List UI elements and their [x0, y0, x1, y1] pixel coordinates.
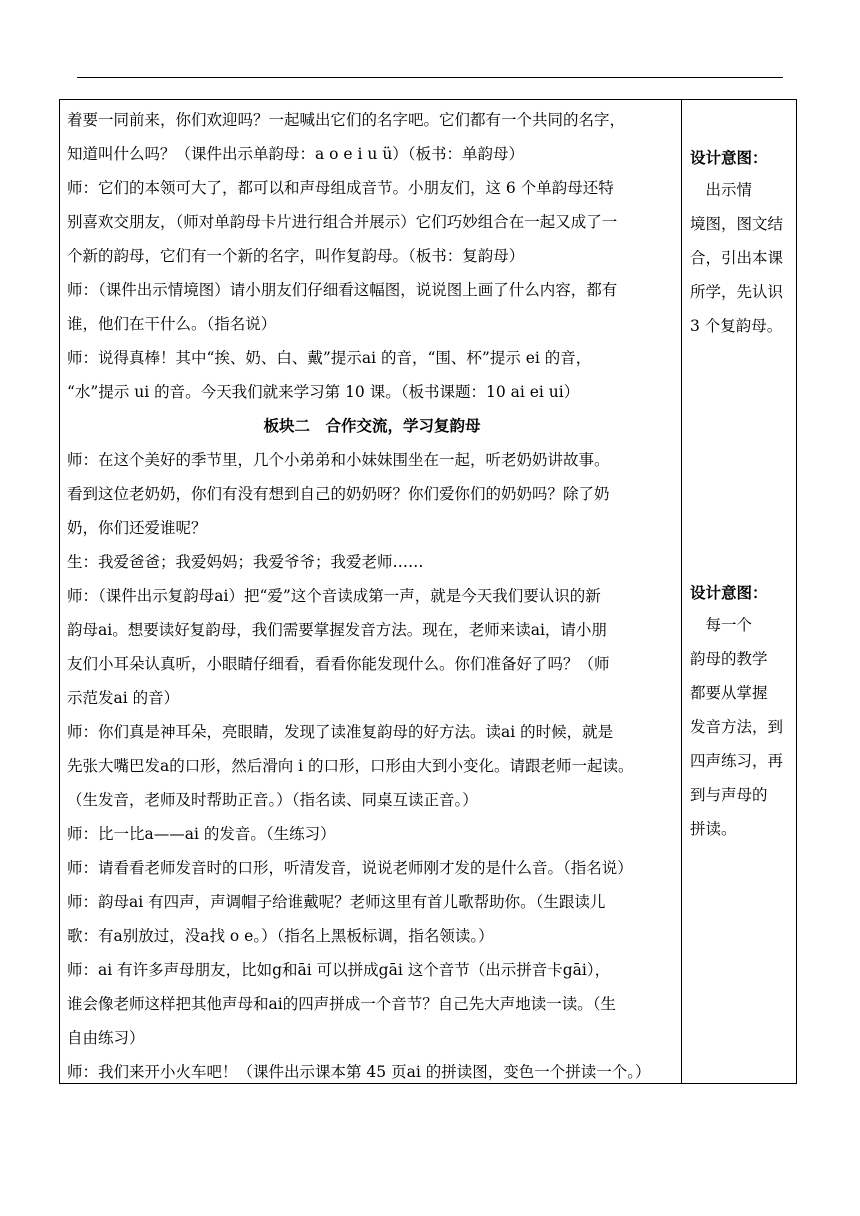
design-intent-line: 拼读。	[690, 820, 737, 838]
lesson-table	[59, 99, 797, 1084]
content-line: 先张大嘴巴发a的口形，然后滑向 i 的口形，口形由大到小变化。请跟老师一起读。	[67, 757, 634, 775]
design-intent-title: 设计意图：	[690, 148, 768, 167]
content-line: 谁，他们在干什么。（指名说）	[67, 315, 277, 333]
design-intent-note	[690, 143, 794, 343]
content-line: 生：我爱爸爸；我爱妈妈；我爱爷爷；我爱老师……	[67, 553, 424, 571]
content-line: 师：在这个美好的季节里，几个小弟弟和小妹妹围坐在一起，听老奶奶讲故事。	[67, 451, 610, 469]
content-line: 师：韵母ai 有四声，声调帽子给谁戴呢？老师这里有首儿歌帮助你。（生跟读儿	[67, 893, 606, 911]
design-intent-note	[690, 578, 794, 846]
design-intent-line: 都要从掌握	[690, 684, 768, 702]
design-intent-line: 3 个复韵母。	[690, 317, 783, 335]
content-line: 师：说得真棒！其中“挨、奶、白、戴”提示ai 的音，“围、杯”提示 ei 的音，	[67, 349, 592, 367]
content-line: 师：（课件出示复韵母ai）把“爱”这个音读成第一声，就是今天我们要认识的新	[67, 587, 601, 605]
header-rule	[77, 77, 783, 78]
content-line: 歌：有a别放过，没a找 o e。）（指名上黑板标调，指名领读。）	[67, 927, 494, 945]
content-line: 奶，你们还爱谁呢？	[67, 519, 207, 537]
design-intent-line: 韵母的教学	[690, 650, 768, 668]
content-line: 师：请看看老师发音时的口形，听清发音，说说老师刚才发的是什么音。（指名说）	[67, 859, 633, 877]
content-line: 知道叫什么吗？（课件出示单韵母：a o e i u ü）（板书：单韵母）	[67, 145, 525, 163]
content-line: 师：（课件出示情境图）请小朋友们仔细看这幅图，说说图上画了什么内容，都有	[67, 281, 618, 299]
design-intent-title: 设计意图：	[690, 583, 768, 602]
content-line: 友们小耳朵认真听，小眼睛仔细看，看看你能发现什么。你们准备好了吗？（师	[67, 655, 610, 673]
content-line: （生发音，老师及时帮助正音。）（指名读、同桌互读正音。）	[67, 791, 478, 809]
lesson-content	[67, 103, 677, 1089]
content-line: 着要一同前来，你们欢迎吗？一起喊出它们的名字吧。它们都有一个共同的名字，	[67, 111, 626, 129]
content-line: 别喜欢交朋友，（师对单韵母卡片进行组合并展示）它们巧妙组合在一起又成了一	[67, 213, 618, 231]
content-line: 看到这位老奶奶，你们有没有想到自己的奶奶呀？你们爱你们的奶奶吗？除了奶	[67, 485, 610, 503]
content-line: 师：ai 有许多声母朋友，比如g和āi 可以拼成gāi 这个音节（出示拼音卡gāi），	[67, 961, 611, 979]
design-intent-line: 到与声母的	[690, 786, 768, 804]
content-line: 示范发ai 的音）	[67, 689, 180, 707]
design-intent-line: 四声练习，再	[690, 752, 784, 770]
design-intent-line: 发音方法，到	[690, 718, 784, 736]
content-line: 自由练习）	[67, 1029, 145, 1047]
content-line: 师：你们真是神耳朵，亮眼睛，发现了读准复韵母的好方法。读ai 的时候，就是	[67, 723, 614, 741]
design-intent-line: 出示情	[690, 181, 753, 199]
section-heading: 板块二 合作交流，学习复韵母	[263, 416, 481, 435]
content-line: 师：它们的本领可大了，都可以和声母组成音节。小朋友们，这 6 个单韵母还特	[67, 179, 614, 197]
content-line: 韵母ai。想要读好复韵母，我们需要掌握发音方法。现在，老师来读ai，请小朋	[67, 621, 607, 639]
content-line: “水”提示 ui 的音。今天我们就来学习第 10 课。（板书课题：10 ai ei ui）	[67, 383, 580, 401]
content-line: 个新的韵母，它们有一个新的名字，叫作复韵母。（板书：复韵母）	[67, 247, 525, 265]
design-intent-line: 合，引出本课	[690, 249, 784, 267]
design-intent-line: 所学，先认识	[690, 283, 784, 301]
content-line: 师：比一比a——ai 的发音。（生练习）	[67, 825, 336, 843]
design-intent-line: 境图，图文结	[690, 215, 784, 233]
content-line: 谁会像老师这样把其他声母和ai的四声拼成一个音节？自己先大声地读一读。（生	[67, 995, 616, 1013]
content-line: 师：我们来开小火车吧！（课件出示课本第 45 页ai 的拼读图，变色一个拼读一个。）	[67, 1063, 651, 1081]
column-divider	[681, 100, 682, 1083]
design-intent-line: 每一个	[690, 616, 753, 634]
